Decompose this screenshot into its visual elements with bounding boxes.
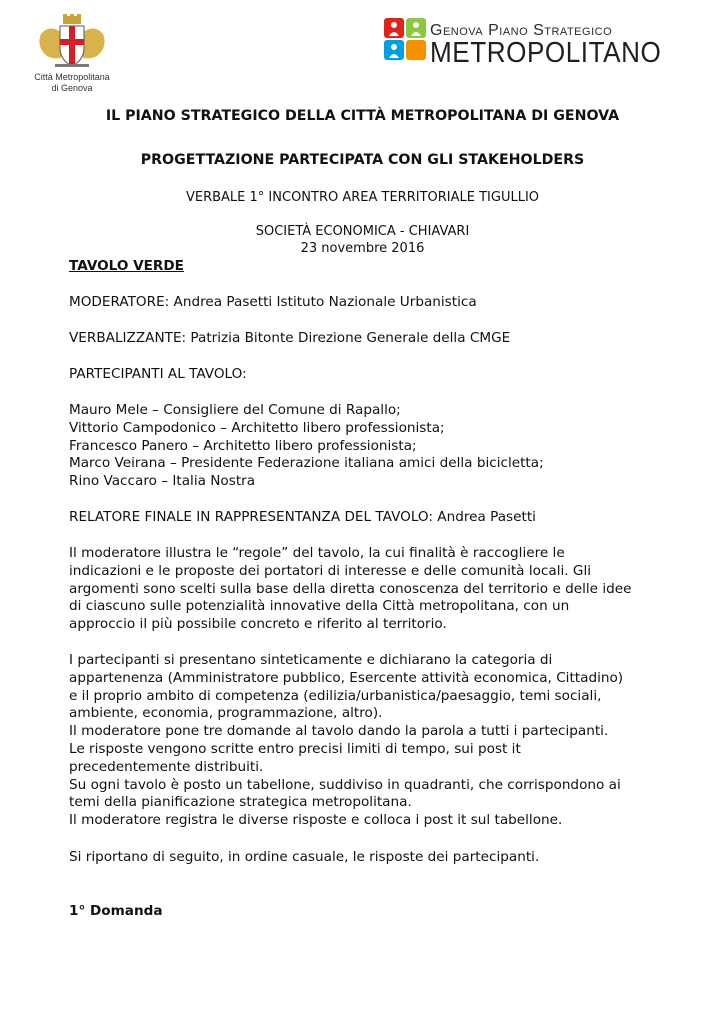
genova-piano-strategico-logo bbox=[382, 16, 692, 74]
moderatore-line: MODERATORE: Andrea Pasetti Istituto Nazionale Urbanistica bbox=[69, 294, 477, 310]
date-line: 23 novembre 2016 bbox=[300, 241, 425, 256]
paragraph-line: precedentemente distribuiti. bbox=[69, 758, 264, 775]
paragraph-line: Il moderatore illustra le “regole” del tavolo, la cui finalità è raccogliere le bbox=[69, 545, 565, 561]
document-title: IL PIANO STRATEGICO DELLA CITTÀ METROPOLITANA DI GENOVA bbox=[105, 108, 620, 124]
list-item: Mauro Mele – Consigliere del Comune di Rapallo; bbox=[69, 402, 401, 418]
coat-of-arms-icon bbox=[35, 14, 109, 70]
verbalizzante-line: VERBALIZZANTE: Patrizia Bitonte Direzione Generale della CMGE bbox=[69, 330, 511, 346]
paragraph-line: I partecipanti si presentano sinteticamente e dichiarano la categoria di bbox=[69, 652, 553, 668]
puzzle-people-icon bbox=[382, 16, 428, 62]
paragraph-rules bbox=[69, 545, 669, 634]
paragraph-line: e il proprio ambito di competenza (edilizia/urbanistica/paesaggio, temi sociali, bbox=[69, 687, 602, 704]
paragraph-line: indicazioni e le proposte dei portatori di interesse e delle comunità locali. Gli bbox=[69, 562, 592, 579]
table-heading: TAVOLO VERDE bbox=[69, 258, 184, 274]
partecipanti-heading: PARTECIPANTI AL TAVOLO: bbox=[69, 366, 247, 382]
list-item: Rino Vaccaro – Italia Nostra bbox=[69, 473, 256, 490]
crest-caption-line2: di Genova bbox=[51, 83, 93, 93]
paragraph-line: ambiente, economia, programmazione, altro). bbox=[69, 705, 383, 722]
paragraph-line: appartenenza (Amministratore pubblico, Esercente attività economica, Cittadino) bbox=[69, 669, 624, 686]
paragraph-procedure bbox=[69, 652, 669, 830]
relatore-line: RELATORE FINALE IN RAPPRESENTANZA DEL TAVOLO: Andrea Pasetti bbox=[69, 509, 536, 525]
paragraph-line: approccio il più possibile concreto e riferito al territorio. bbox=[69, 616, 447, 633]
domanda-heading: 1° Domanda bbox=[69, 903, 163, 919]
verbale-heading: VERBALE 1° INCONTRO AREA TERRITORIALE TIGULLIO bbox=[185, 190, 540, 205]
brand-title-line1: Genova Piano Strategico bbox=[430, 22, 613, 39]
paragraph-line: Le risposte vengono scritte entro precisi limiti di tempo, sui post it bbox=[69, 740, 521, 757]
list-item: Francesco Panero – Architetto libero professionista; bbox=[69, 437, 417, 454]
crest-caption-line1: Città Metropolitana bbox=[34, 72, 110, 82]
paragraph-line: argomenti sono scelti sulla base della diretta conoscenza del territorio e delle idee bbox=[69, 580, 632, 597]
list-item: Marco Veirana – Presidente Federazione italiana amici della bicicletta; bbox=[69, 455, 544, 472]
brand-title-line2: METROPOLITANO bbox=[430, 37, 662, 69]
partecipanti-list bbox=[69, 402, 669, 491]
venue-line: SOCIETÀ ECONOMICA - CHIAVARI bbox=[255, 224, 470, 239]
paragraph-line: Il moderatore registra le diverse risposte e colloca i post it sul tabellone. bbox=[69, 812, 563, 829]
list-item: Vittorio Campodonico – Architetto libero professionista; bbox=[69, 419, 445, 436]
paragraph-line: di ciascuno sulle potenzialità innovative della Città metropolitana, con un bbox=[69, 598, 570, 615]
paragraph-line: temi della pianificazione strategica metropolitana. bbox=[69, 794, 412, 811]
paragraph-responses: Si riportano di seguito, in ordine casuale, le risposte dei partecipanti. bbox=[69, 849, 540, 865]
paragraph-line: Su ogni tavolo è posto un tabellone, suddiviso in quadranti, che corrispondono ai bbox=[69, 776, 621, 793]
citta-metropolitana-logo bbox=[28, 14, 116, 94]
paragraph-line: Il moderatore pone tre domande al tavolo dando la parola a tutti i partecipanti. bbox=[69, 723, 609, 740]
document-subtitle: PROGETTAZIONE PARTECIPATA CON GLI STAKEHOLDERS bbox=[140, 152, 585, 168]
